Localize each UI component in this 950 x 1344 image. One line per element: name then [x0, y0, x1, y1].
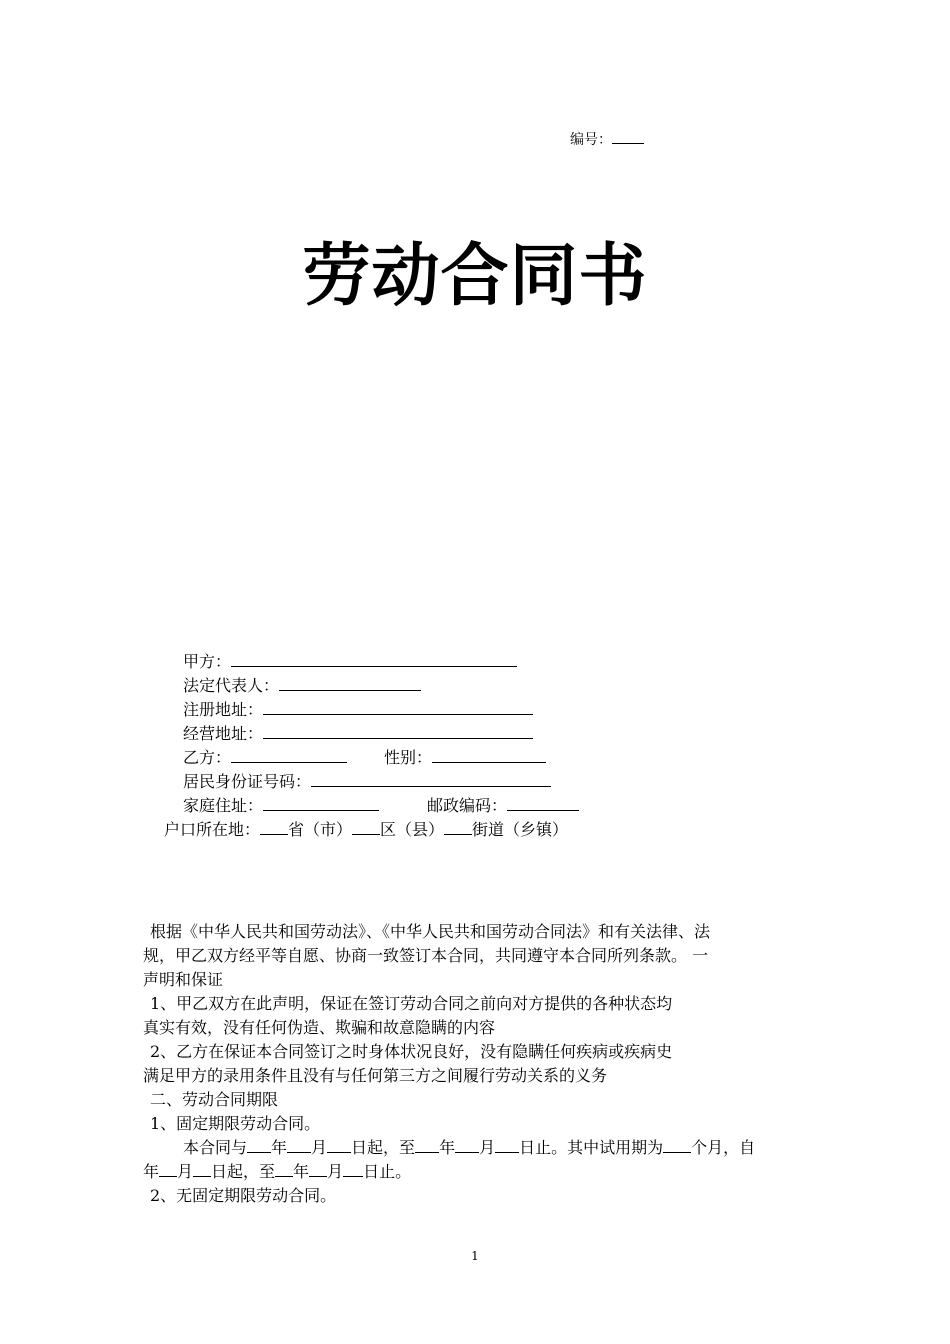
open-term-heading: 2、无固定期限劳动合同。	[150, 1186, 337, 1205]
party-b-blank[interactable]	[231, 747, 347, 763]
page-number: 1	[471, 1249, 479, 1263]
day-from-label: 日起，至	[351, 1138, 416, 1157]
hukou-field	[164, 818, 568, 842]
item2-line-1: 2、乙方在保证本合同签订之时身体状况良好，没有隐瞒任何疾病或疾病史	[150, 1042, 673, 1061]
legal-rep-blank[interactable]	[279, 675, 421, 691]
intro-line-2: 规，甲乙双方经平等自愿、协商一致签订本合同，共同遵守本合同所列条款。 一	[143, 946, 709, 965]
probation-start-day-blank[interactable]	[193, 1161, 211, 1177]
reg-address-field	[183, 698, 533, 722]
reg-address-label: 注册地址：	[183, 700, 264, 719]
party-a-field	[183, 650, 517, 674]
year-label: 年	[143, 1162, 160, 1181]
province-label: 省（市）	[288, 820, 353, 839]
gender-field	[384, 746, 546, 770]
postcode-label: 邮政编码：	[427, 796, 508, 815]
reg-address-blank[interactable]	[263, 699, 533, 715]
probation-end-day-blank[interactable]	[343, 1161, 363, 1177]
year-label: 年	[293, 1162, 310, 1181]
intro-line-3: 声明和保证	[143, 970, 224, 989]
probation-end-year-blank[interactable]	[275, 1161, 293, 1177]
year-label: 年	[271, 1138, 288, 1157]
section2-heading: 二、劳动合同期限	[150, 1090, 279, 1109]
item2-line-2: 满足甲方的录用条件且没有与任何第三方之间履行劳动关系的义务	[143, 1066, 608, 1085]
month-label: 月	[479, 1138, 496, 1157]
start-month-blank[interactable]	[287, 1137, 311, 1153]
postcode-blank[interactable]	[507, 795, 579, 811]
party-b-label: 乙方：	[183, 748, 232, 767]
province-blank[interactable]	[260, 819, 288, 835]
biz-address-blank[interactable]	[263, 723, 533, 739]
page-title: 劳动合同书	[302, 236, 648, 316]
item1-line-1: 1、甲乙双方在此声明，保证在签订劳动合同之前向对方提供的各种状态均	[150, 994, 673, 1013]
day-end-label: 日止。	[363, 1162, 412, 1181]
party-a-blank[interactable]	[231, 651, 517, 667]
postcode-field	[427, 794, 579, 818]
probation-label: 日止。其中试用期为	[519, 1138, 664, 1157]
term-line-1	[143, 1136, 811, 1160]
end-month-blank[interactable]	[455, 1137, 479, 1153]
month-label: 月	[327, 1162, 344, 1181]
probation-end-month-blank[interactable]	[309, 1161, 327, 1177]
id-number-blank[interactable]	[311, 771, 551, 787]
month-label: 月	[177, 1162, 194, 1181]
end-day-blank[interactable]	[495, 1137, 519, 1153]
year-label: 年	[439, 1138, 456, 1157]
gender-label: 性别：	[384, 748, 433, 767]
start-year-blank[interactable]	[247, 1137, 271, 1153]
probation-months-blank[interactable]	[663, 1137, 691, 1153]
document-number-label: 编号：	[570, 132, 612, 148]
biz-address-label: 经营地址：	[183, 724, 264, 743]
end-year-blank[interactable]	[415, 1137, 439, 1153]
document-number	[570, 128, 644, 149]
party-b-field	[183, 746, 347, 770]
start-day-blank[interactable]	[327, 1137, 351, 1153]
item1-line-2: 真实有效，没有任何伪造、欺骗和故意隐瞒的内容	[143, 1018, 496, 1037]
month-label: 月	[311, 1138, 328, 1157]
day-from2-label: 日起，至	[211, 1162, 276, 1181]
intro-line-1: 根据《中华人民共和国劳动法》、《中华人民共和国劳动合同法》和有关法律、法	[150, 922, 711, 941]
home-address-label: 家庭住址：	[183, 796, 264, 815]
district-blank[interactable]	[352, 819, 380, 835]
fixed-term-heading: 1、固定期限劳动合同。	[150, 1114, 321, 1133]
months-from-label: 个月，自	[691, 1138, 756, 1157]
home-address-blank[interactable]	[263, 795, 379, 811]
hukou-label: 户口所在地：	[164, 820, 261, 839]
contract-body	[143, 920, 811, 1208]
home-address-field	[183, 794, 379, 818]
district-label: 区（县）	[380, 820, 445, 839]
street-blank[interactable]	[444, 819, 472, 835]
id-number-label: 居民身份证号码：	[183, 772, 312, 791]
legal-rep-label: 法定代表人：	[183, 676, 280, 695]
document-number-blank[interactable]	[612, 128, 644, 144]
term-prefix: 本合同与	[183, 1138, 248, 1157]
probation-start-month-blank[interactable]	[159, 1161, 177, 1177]
id-number-field	[183, 770, 551, 794]
legal-rep-field	[183, 674, 421, 698]
gender-blank[interactable]	[432, 747, 546, 763]
biz-address-field	[183, 722, 533, 746]
term-line-2	[143, 1160, 811, 1184]
party-a-label: 甲方：	[183, 652, 232, 671]
street-label: 街道（乡镇）	[472, 820, 569, 839]
